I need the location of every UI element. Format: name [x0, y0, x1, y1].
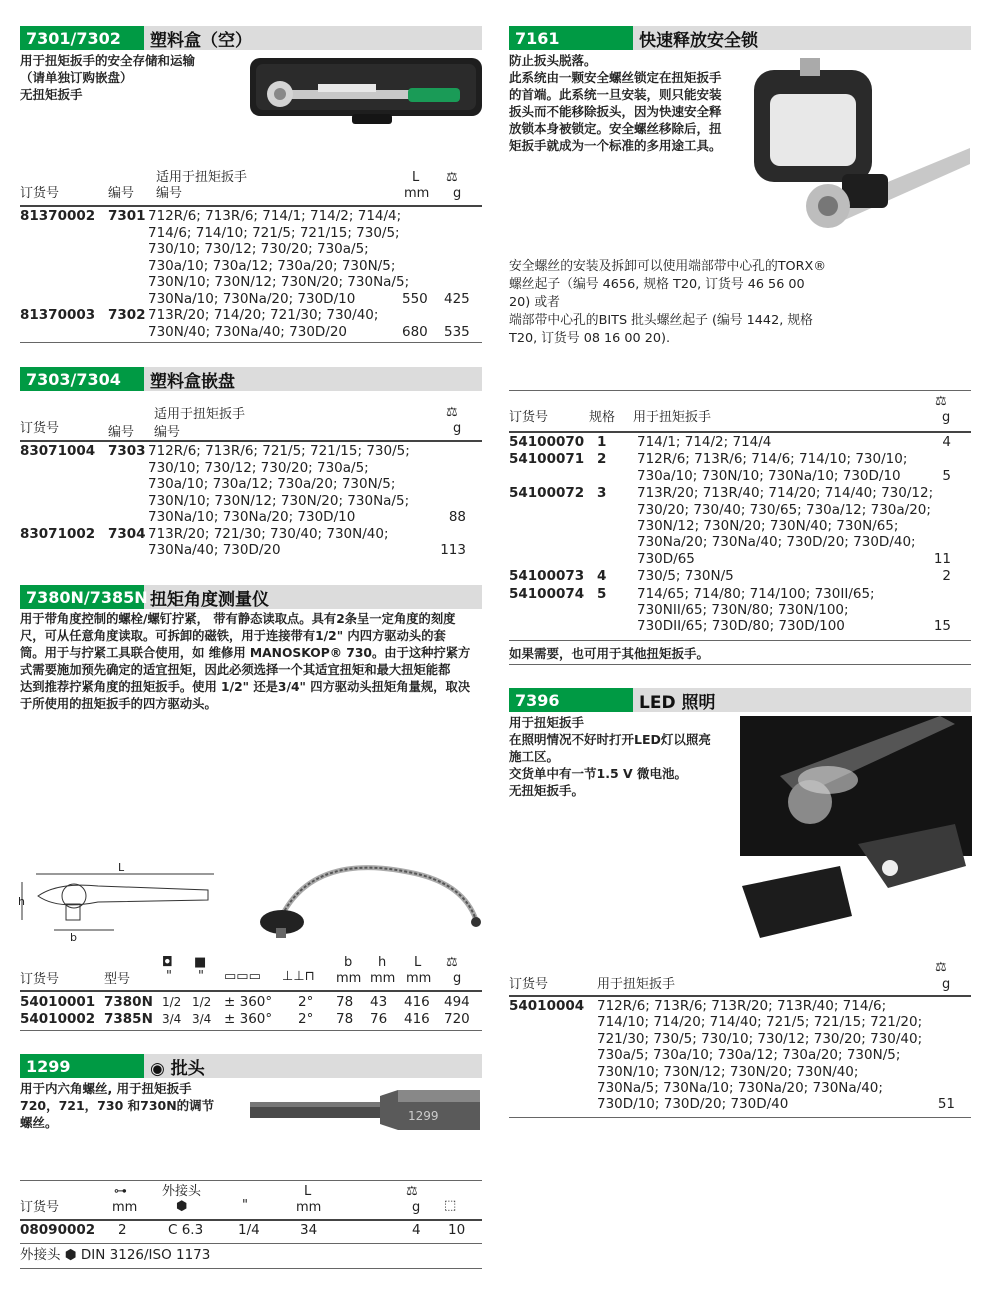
table-7301: [20, 208, 482, 340]
scale-icon: ⚖: [446, 170, 458, 185]
section-7303-header: [20, 367, 482, 391]
table-7161-header: ⚖ 订货号 规格 用于扭矩扳手 g: [509, 394, 951, 425]
hex-socket-icon: ⊶: [114, 1184, 127, 1199]
section-title: ◉ 批头: [150, 1058, 205, 1079]
table-1299-header: ⊶ 外接头 L ⚖ 订货号 mm ⬢ " mm g ⬚: [20, 1184, 457, 1215]
scale-icon: ⚖: [446, 955, 458, 970]
angle-gauge-image: [248, 862, 484, 942]
section-number: 7161: [509, 26, 633, 50]
section-7161-description: 防止扳头脱落。 此系统由一颗安全螺丝锁定在扭矩扳手 的首端。此系统一旦安装，则只能安装 扳头而不能移除扳头，因为快速安全释 放锁本身被锁定。安全螺丝移除后，扭 矩扳手就成为一个标准的多用途工具。: [509, 53, 722, 153]
square-drive-icon: ◘: [162, 955, 173, 970]
svg-text:h: h: [18, 895, 25, 908]
section-1299-note: 外接头 ⬢ DIN 3126/ISO 1173: [20, 1247, 211, 1263]
table-row: 54100070 1 714/1; 714/2; 714/4 4: [509, 434, 951, 450]
section-number: 7396: [509, 688, 633, 712]
section-7161-info: 安全螺丝的安装及拆卸可以使用端部带中心孔的TORX® 螺丝起子（编号 4656, 规格 T20, 订货号 46 56 00 20) 或者 端部带中心孔的BITS 批头螺丝起子 (编号 1442, 规格 T20, 订货号 08 16 00 20).: [509, 259, 827, 346]
section-title: 快速释放安全锁: [639, 30, 758, 51]
table-row: 54010002 7385N 3/4 3/4 ± 360° 2° 78 76 416 720: [20, 1011, 470, 1027]
section-number: 7380N/7385N: [20, 585, 144, 609]
angle-ruler-icon: ⊥⊥⊓: [282, 969, 315, 984]
section-7396-header: [509, 688, 971, 712]
section-title: 塑料盒嵌盘: [150, 371, 235, 392]
section-7301-description: 用于扭矩扳手的安全存储和运输 （请单独订购嵌盘） 无扭矩扳手: [20, 53, 196, 102]
table-row: 83071002 7304 713R/20; 721/30; 730/40; 730N/40; 730Na/40; 730D/20 113: [20, 525, 466, 558]
table-7380: [20, 994, 482, 1028]
table-7301-header: 适用于扭矩扳手 L ⚖ 订货号 编号 编号 mm g: [20, 170, 462, 201]
table-7303-header: 适用于扭矩扳手 ⚖ 订货号 编号 编号 g: [20, 405, 462, 440]
table-7396: [509, 998, 971, 1113]
section-title: 塑料盒（空）: [150, 30, 252, 51]
table-row: 54100072 3 713R/20; 713R/40; 714/20; 714/40; 730/12; 730/20; 730/40; 730/65; 730a/12; 730a/20; 730N/12; 730N/20; 730N/40; 730N/65; 730Na/20; 730Na/40; 730D/20; 730D/40; 730D/65 11: [509, 485, 951, 567]
package-icon: ⬚: [444, 1198, 457, 1213]
section-number: 1299: [20, 1054, 144, 1078]
section-title: 扭矩角度测量仪: [150, 589, 269, 610]
table-row: 81370003 7302 713R/20; 714/20; 721/30; 730/40; 730N/40; 730Na/40; 730D/20 680 535: [20, 307, 470, 340]
table-row: 54100071 2 712R/6; 713R/6; 714/6; 714/10; 730/10; 730a/10; 730N/10; 730Na/10; 730D/10 5: [509, 451, 951, 484]
svg-text:1299: 1299: [408, 1109, 439, 1123]
svg-text:L: L: [118, 861, 125, 874]
section-7161-note: 如果需要，也可用于其他扭矩扳手。: [509, 646, 710, 661]
section-7161-header: [509, 26, 971, 50]
led-light-image: [740, 716, 972, 948]
square-icon: ■: [194, 955, 207, 970]
hex-bit-image: [248, 1086, 484, 1136]
scale-icon: ⚖: [446, 405, 458, 420]
table-1299: 08090002 2 C 6.3 1/4 34 4 10: [20, 1222, 466, 1238]
section-1299-description: 用于内六角螺丝, 用于扭矩扳手 720，721，730 和730N的调节 螺丝。: [20, 1081, 215, 1130]
section-7380-description: 用于带角度控制的螺栓/螺钉拧紧， 带有静态读取点。具有2条呈一定角度的刻度 尺，可从任意角度读取。可拆卸的磁铁，用于连接带有1/2" 内四方驱动头的套 筒。用于与拧紧工具联合使用，如 维修用 MANOSKOP® 730。由于这种拧紧方 式需要施加预先确定的适宜扭矩，因此必须选择一个其适宜扭矩和最大扭矩能都 达到推荐拧紧角度的扭矩扳手。使用 1/2" 还是3/4" 四方驱动头扭矩角量规，取决 于所使用的扭矩扳手的四方驱动头。: [20, 612, 471, 711]
section-number: 7303/7304: [20, 367, 144, 391]
section-7396-description: 用于扭矩扳手 在照明情况不好时打开LED灯以照亮 施工区。 交货单中有一节1.5 V 微电池。 无扭矩扳手。: [509, 715, 711, 798]
table-row: 83071004 7303 712R/6; 713R/6; 721/5; 721/15; 730/5; 730/10; 730/12; 730/20; 730a/5; 730a/10; 730a/12; 730a/20; 730N/5; 730N/10; 730N/12; 730N/20; 730Na/5; 730Na/10; 730Na/20; 730D/10 88: [20, 443, 466, 525]
scale-ruler-icon: ▭▭▭: [224, 969, 261, 984]
table-row: 54100073 4 730/5; 730N/5 2: [509, 568, 951, 585]
table-7396-header: ⚖ 订货号 用于扭矩扳手 g: [509, 960, 951, 992]
section-7301-header: [20, 26, 482, 50]
table-7161: [509, 434, 971, 636]
section-7380-header: [20, 585, 482, 609]
scale-icon: ⚖: [406, 1184, 418, 1199]
table-7380-header: ◘ ■ b h L ⚖ 订货号 型号 " " ▭▭▭ ⊥⊥⊓ mm mm mm g: [20, 955, 462, 987]
table-7303: [20, 443, 482, 559]
hex-icon: ⬢: [176, 1199, 188, 1214]
angle-gauge-drawing: [18, 860, 218, 944]
scale-icon: ⚖: [935, 394, 947, 409]
scale-icon: ⚖: [935, 960, 947, 975]
section-title: LED 照明: [639, 692, 716, 713]
quick-release-lock-image: [740, 56, 972, 232]
table-row: 54010001 7380N 1/2 1/2 ± 360° 2° 78 43 416 494: [20, 994, 470, 1010]
table-row: 54100074 5 714/65; 714/80; 714/100; 730II/65; 730NII/65; 730N/80; 730N/100; 730DII/65; 730D/80; 730D/100 15: [509, 585, 951, 635]
section-1299-header: [20, 1054, 482, 1078]
svg-text:b: b: [70, 931, 77, 944]
table-row: 81370002 7301 712R/6; 713R/6; 714/1; 714/2; 714/4; 714/6; 714/10; 721/5; 721/15; 730/5; 730/10; 730/12; 730/20; 730a/5; 730a/10; 730a/12; 730a/20; 730N/5; 730N/10; 730N/12; 730N/20; 730Na/5; 730Na/10; 730Na/20; 730D/10 550 425: [20, 208, 470, 307]
plastic-case-image: [248, 54, 484, 126]
section-number: 7301/7302: [20, 26, 144, 50]
table-row: 54010004 712R/6; 713R/6; 713R/20; 713R/40; 714/6; 714/10; 714/20; 714/40; 721/5; 721/15; 721/20; 721/30; 730/5; 730/10; 730/12; 730/20; 730/40; 730a/5; 730a/10; 730a/12; 730a/20; 730N/5; 730N/10; 730N/12; 730N/20; 730N/40; 730Na/5; 730Na/10; 730Na/20; 730Na/40; 730D/10; 730D/20; 730D/40 51: [509, 998, 955, 1113]
